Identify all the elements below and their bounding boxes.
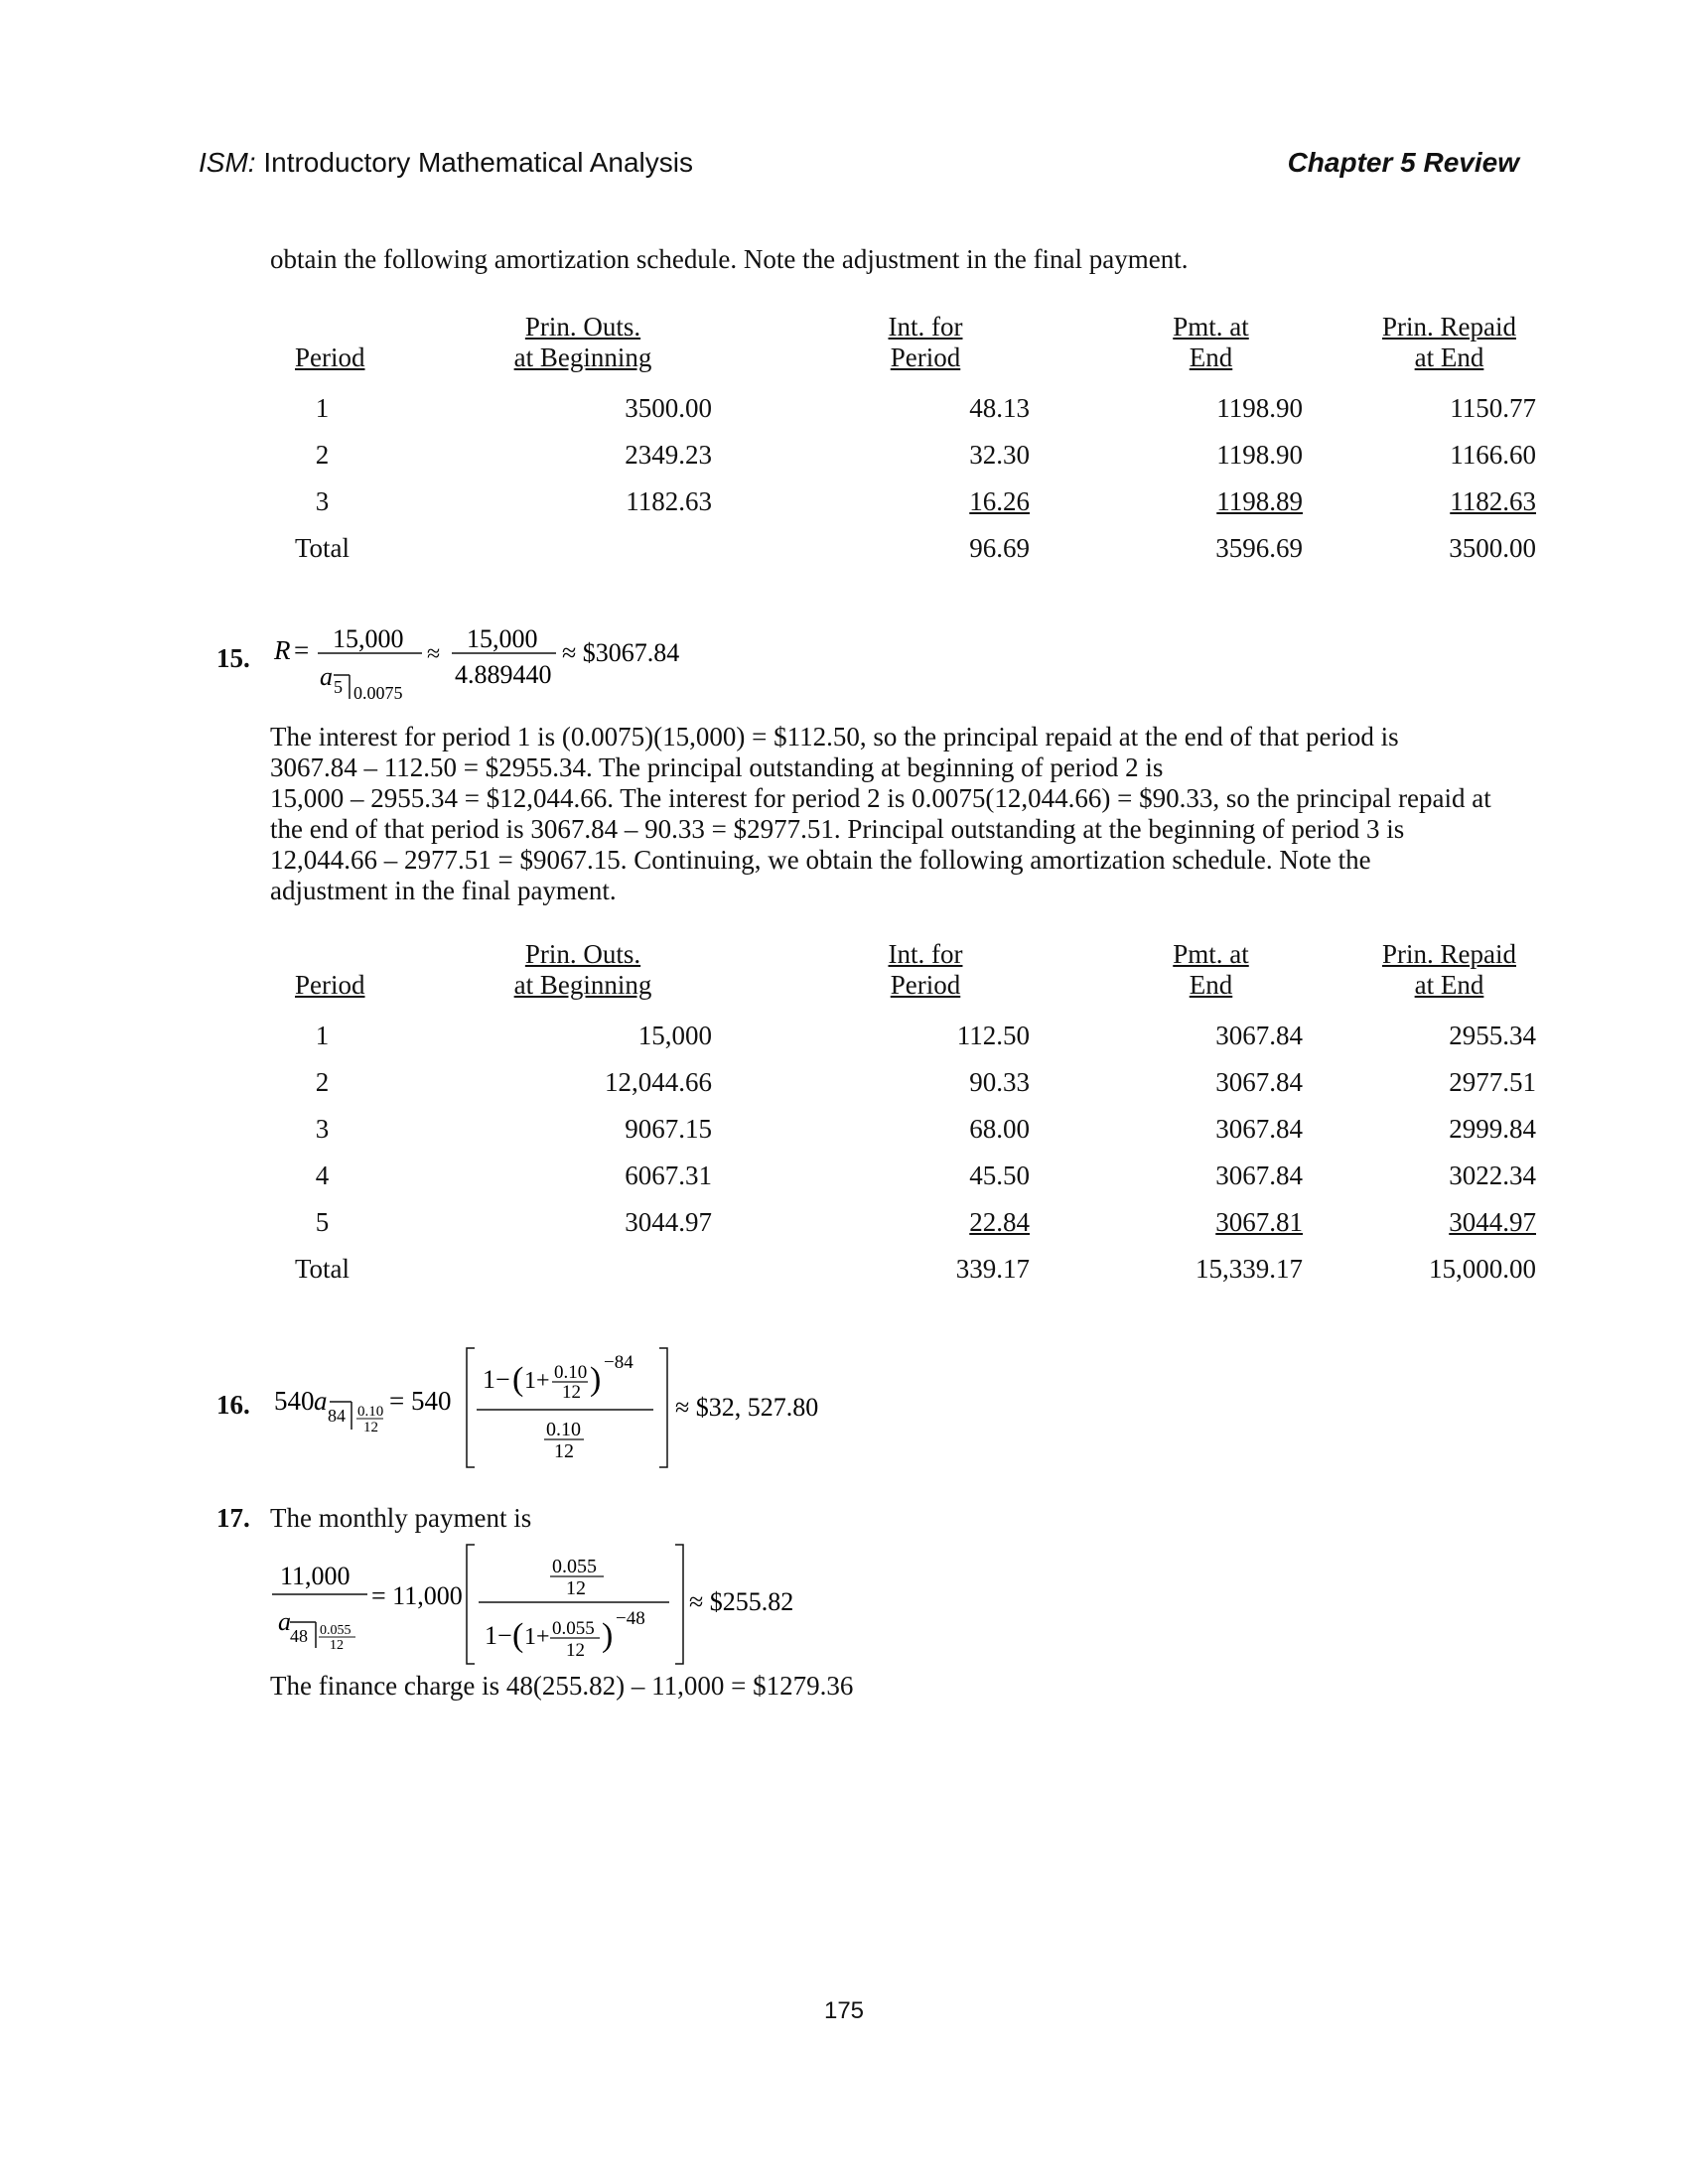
table-total-row: Total 96.69 3596.69 3500.00	[294, 533, 1536, 563]
problem-15-number: 15.	[216, 643, 250, 673]
svg-text:1+: 1+	[524, 1368, 550, 1394]
col-pmt: Pmt. at End	[1173, 312, 1249, 372]
svg-text:0.055: 0.055	[552, 1556, 597, 1577]
svg-text:a: a	[278, 1607, 291, 1636]
svg-text:a: a	[320, 662, 333, 691]
problem-16-formula	[268, 1338, 884, 1477]
table-header-row: Period Prin. Outs. at Beginning Int. for Period Pmt. at End Prin. Repaid at End	[295, 939, 1516, 1000]
table-row: 3 1182.63 16.26 1198.89 1182.63	[315, 486, 1536, 516]
svg-text:12: 12	[554, 1440, 574, 1462]
table-total-row: Total 339.17 15,339.17 15,000.00	[294, 1254, 1536, 1284]
svg-text:11,000: 11,000	[280, 1562, 351, 1590]
svg-text:12: 12	[566, 1640, 585, 1661]
amortization-table-2	[270, 939, 1536, 1293]
svg-text:0.10: 0.10	[554, 1362, 588, 1383]
svg-text:a: a	[314, 1386, 328, 1416]
table-row: 2 12,044.66 90.33 3067.84 2977.51	[315, 1067, 1536, 1097]
problem-17-formula	[268, 1539, 824, 1668]
svg-text:(: (	[512, 1361, 524, 1398]
svg-text:15,000: 15,000	[467, 624, 538, 653]
svg-text:0.10: 0.10	[546, 1419, 581, 1440]
svg-text:1−: 1−	[483, 1365, 510, 1394]
svg-text:): )	[590, 1361, 602, 1398]
svg-text:≈ $255.82: ≈ $255.82	[689, 1587, 794, 1616]
table-row: 1 15,000 112.50 3067.84 2955.34	[315, 1021, 1536, 1050]
svg-text:12: 12	[330, 1638, 344, 1653]
running-header-chapter: Chapter 5 Review	[1287, 147, 1519, 178]
svg-text:12: 12	[566, 1577, 586, 1599]
svg-text:−84: −84	[604, 1352, 633, 1373]
col-prin-outs: Prin. Outs. at Beginning	[513, 312, 652, 372]
svg-text:(: (	[512, 1617, 524, 1654]
header-italic: ISM:	[199, 147, 256, 178]
svg-text:≈: ≈	[427, 641, 441, 667]
svg-text:12: 12	[363, 1420, 378, 1435]
amortization-table-1	[270, 312, 1536, 572]
svg-text:48: 48	[290, 1626, 308, 1646]
svg-text:4.889440: 4.889440	[455, 660, 552, 689]
svg-text:): )	[602, 1617, 614, 1654]
problem-15-formula	[268, 615, 725, 715]
problem-17-finance-charge: The finance charge is 48(255.82) – 11,000 = $1279.36	[270, 1671, 854, 1701]
table-header-row	[270, 312, 1536, 373]
table-row: 5 3044.97 22.84 3067.81 3044.97	[315, 1207, 1536, 1237]
page-number: 175	[823, 1997, 865, 2024]
formula-r: R	[274, 635, 291, 665]
col-repaid: Prin. Repaid at End	[1382, 312, 1516, 372]
intro-line: obtain the following amortization schedule. Note the adjustment in the final payment.	[270, 244, 1189, 274]
table-row: 4 6067.31 45.50 3067.84 3022.34	[315, 1160, 1536, 1190]
svg-text:0.055: 0.055	[320, 1623, 352, 1638]
svg-text:84: 84	[328, 1406, 346, 1426]
header-book-title: Introductory Mathematical Analysis	[255, 147, 693, 178]
svg-text:0.0075: 0.0075	[353, 683, 403, 703]
table-row: 1 3500.00 48.13 1198.90 1150.77	[315, 393, 1536, 423]
svg-text:1−: 1−	[485, 1621, 512, 1650]
svg-text:5: 5	[334, 677, 343, 697]
svg-text:0.10: 0.10	[357, 1404, 384, 1420]
problem-17-intro: The monthly payment is	[270, 1503, 532, 1533]
svg-text:540: 540	[274, 1386, 315, 1416]
col-int: Int. for Period	[888, 312, 963, 372]
svg-text:1+: 1+	[524, 1624, 550, 1650]
svg-text:= 540: = 540	[389, 1386, 452, 1416]
running-header-title	[199, 147, 693, 179]
svg-text:≈ $3067.84: ≈ $3067.84	[562, 638, 680, 667]
table-row: 2 2349.23 32.30 1198.90 1166.60	[315, 440, 1536, 470]
svg-text:15,000: 15,000	[333, 624, 404, 653]
svg-text:12: 12	[562, 1382, 581, 1403]
svg-text:≈ $32, 527.80: ≈ $32, 527.80	[675, 1393, 819, 1422]
problem-17-number: 17.	[216, 1503, 250, 1533]
svg-text:0.055: 0.055	[552, 1618, 595, 1639]
problem-15-explanation: The interest for period 1 is (0.0075)(15,000) = $112.50, so the principal repaid at the end of that period is 3067.84 – 112.50 = $2955.34. The principal outstanding at beginning of period 2 is 15,000 – 2955.34 = $12,044.66. The interest for period 2 is 0.0075(12,044.66) = $90.33, so the principal repaid at the end of that period is 3067.84 – 90.33 = $2977.51. Principal outstanding at the beginning of period 3 is 12,044.66 – 2977.51 = $9067.15. Continuing, we obtain the following amortization schedule. Note the adjustment in the final payment.	[270, 722, 1491, 905]
table-row: 3 9067.15 68.00 3067.84 2999.84	[315, 1114, 1536, 1144]
col-period: Period	[295, 342, 365, 372]
svg-text:−48: −48	[616, 1608, 645, 1629]
svg-text:= 11,000: = 11,000	[371, 1581, 463, 1610]
problem-16-number: 16.	[216, 1390, 250, 1420]
svg-text:=: =	[294, 635, 310, 665]
